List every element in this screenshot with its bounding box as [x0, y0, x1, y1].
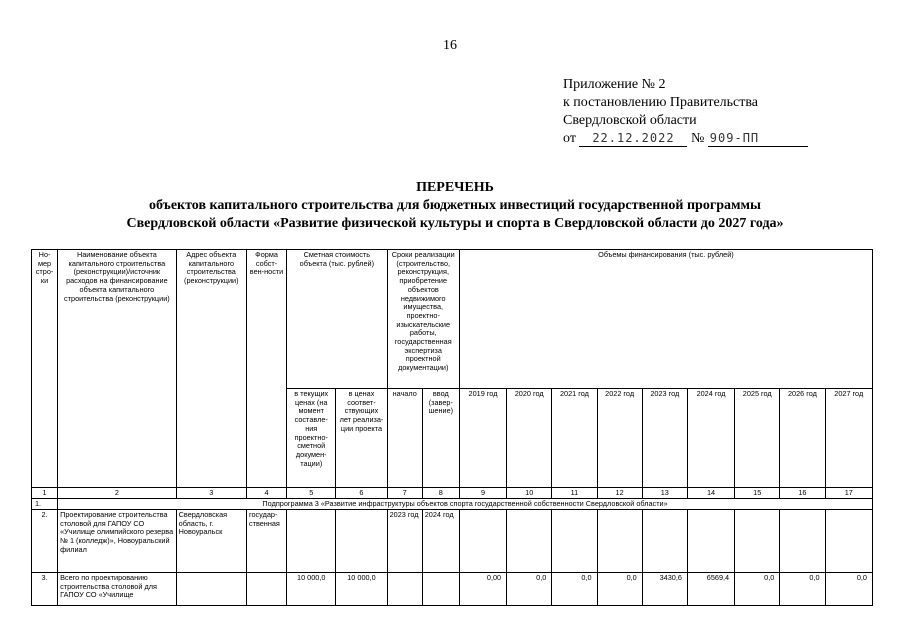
header-ownership: Форма собст-вен-ности [246, 250, 286, 488]
ownership-form: государ-ственная [246, 510, 286, 573]
column-index: 9 [459, 488, 506, 499]
document-title [60, 179, 850, 233]
financing-cell [825, 510, 872, 573]
header-year: 2027 год [825, 389, 872, 488]
row-number: 3. [32, 573, 58, 606]
column-index: 3 [176, 488, 246, 499]
header-row-1 [32, 250, 873, 389]
header-year: 2023 год [642, 389, 687, 488]
header-year: 2024 год [687, 389, 734, 488]
end-year: 2024 год [422, 510, 459, 573]
financing-cell [597, 510, 642, 573]
column-index: 10 [507, 488, 552, 499]
header-terms: Сроки реализации (строительство, реконструкция, приобретение объектов недвижимого имущества, проектно-изыскательские работы, государственная экспертиза проектной документации) [387, 250, 459, 389]
column-index: 6 [336, 488, 387, 499]
date-prefix: от [563, 131, 576, 146]
financing-cell [780, 510, 825, 573]
appendix-date-line [563, 130, 808, 148]
header-cost: Сметная стоимость объекта (тыс. рублей) [287, 250, 387, 389]
financing-cell [552, 510, 597, 573]
column-index: 7 [387, 488, 422, 499]
resolution-date: 22.12.2022 [579, 131, 687, 147]
header-cost-current: в текущих ценах (на момент составле-ния проектно-сметной докумен-тации) [287, 389, 336, 488]
object-address [176, 573, 246, 606]
column-index: 1 [32, 488, 58, 499]
object-name: Проектирование строительства столовой для ГАПОУ СО «Училище олимпийского резерва № 1 (колледж)», Новоуральский филиал [58, 510, 177, 573]
financing-value: 6569,4 [687, 573, 734, 606]
header-cost-years: в ценах соответ-ствующих лет реализа-ции проекта [336, 389, 387, 488]
column-index: 12 [597, 488, 642, 499]
header-row-number: Но-мер стро-ки [32, 250, 58, 488]
header-year: 2019 год [459, 389, 506, 488]
header-year: 2020 год [507, 389, 552, 488]
cost-years: 10 000,0 [336, 573, 387, 606]
object-name: Всего по проектированию строительства столовой для ГАПОУ СО «Училище [58, 573, 177, 606]
page-number: 16 [443, 38, 457, 53]
financing-value: 0,00 [459, 573, 506, 606]
header-year: 2025 год [735, 389, 780, 488]
column-index: 16 [780, 488, 825, 499]
start-year [387, 573, 422, 606]
resolution-number: 909-ПП [708, 131, 808, 147]
table-row [32, 573, 873, 606]
start-year: 2023 год [387, 510, 422, 573]
financing-cell [459, 510, 506, 573]
header-year: 2026 год [780, 389, 825, 488]
header-financing: Объемы финансирования (тыс. рублей) [459, 250, 872, 389]
object-address: Свердловская область, г. Новоуральск [176, 510, 246, 573]
column-index-row [32, 488, 873, 499]
financing-value: 0,0 [780, 573, 825, 606]
column-index: 17 [825, 488, 872, 499]
column-index: 11 [552, 488, 597, 499]
header-year: 2021 год [552, 389, 597, 488]
number-prefix: № [690, 131, 705, 146]
column-index: 2 [58, 488, 177, 499]
cost-current: 10 000,0 [287, 573, 336, 606]
column-index: 13 [642, 488, 687, 499]
title-line-1: ПЕРЕЧЕНЬ [416, 180, 494, 195]
end-year [422, 573, 459, 606]
header-address: Адрес объекта капитального строительства (реконструкции) [176, 250, 246, 488]
appendix-line-3: Свердловской области [563, 113, 697, 128]
cost-years [336, 510, 387, 573]
table-row [32, 510, 873, 573]
header-year: 2022 год [597, 389, 642, 488]
objects-table [31, 249, 873, 606]
column-index: 15 [735, 488, 780, 499]
row-number: 2. [32, 510, 58, 573]
financing-value: 0,0 [825, 573, 872, 606]
financing-cell [507, 510, 552, 573]
header-end: ввод (завер-шение) [422, 389, 459, 488]
column-index: 4 [246, 488, 286, 499]
financing-value: 0,0 [507, 573, 552, 606]
title-line-2: объектов капитального строительства для бюджетных инвестиций государственной программы [149, 198, 761, 213]
appendix-line-1: Приложение № 2 [563, 77, 666, 92]
header-start: начало [387, 389, 422, 488]
appendix-block [563, 76, 808, 148]
subprogram-title: Подпрограмма 3 «Развитие инфраструктуры объектов спорта государственной собственности Свердловской области» [58, 499, 873, 510]
cost-current [287, 510, 336, 573]
header-name: Наименование объекта капитального строительства (реконструкции)/источник расходов на финансирование объекта капитального строительства (реконструкции) [58, 250, 177, 488]
subprogram-number: 1. [32, 499, 58, 510]
column-index: 5 [287, 488, 336, 499]
financing-cell [642, 510, 687, 573]
financing-value: 0,0 [597, 573, 642, 606]
financing-value: 0,0 [735, 573, 780, 606]
financing-value: 3430,6 [642, 573, 687, 606]
column-index: 8 [422, 488, 459, 499]
column-index: 14 [687, 488, 734, 499]
financing-cell [735, 510, 780, 573]
subprogram-row [32, 499, 873, 510]
appendix-line-2: к постановлению Правительства [563, 95, 759, 110]
financing-value: 0,0 [552, 573, 597, 606]
ownership-form [246, 573, 286, 606]
financing-cell [687, 510, 734, 573]
title-line-3: Свердловской области «Развитие физической культуры и спорта в Свердловской области до 2027 года» [126, 216, 784, 231]
